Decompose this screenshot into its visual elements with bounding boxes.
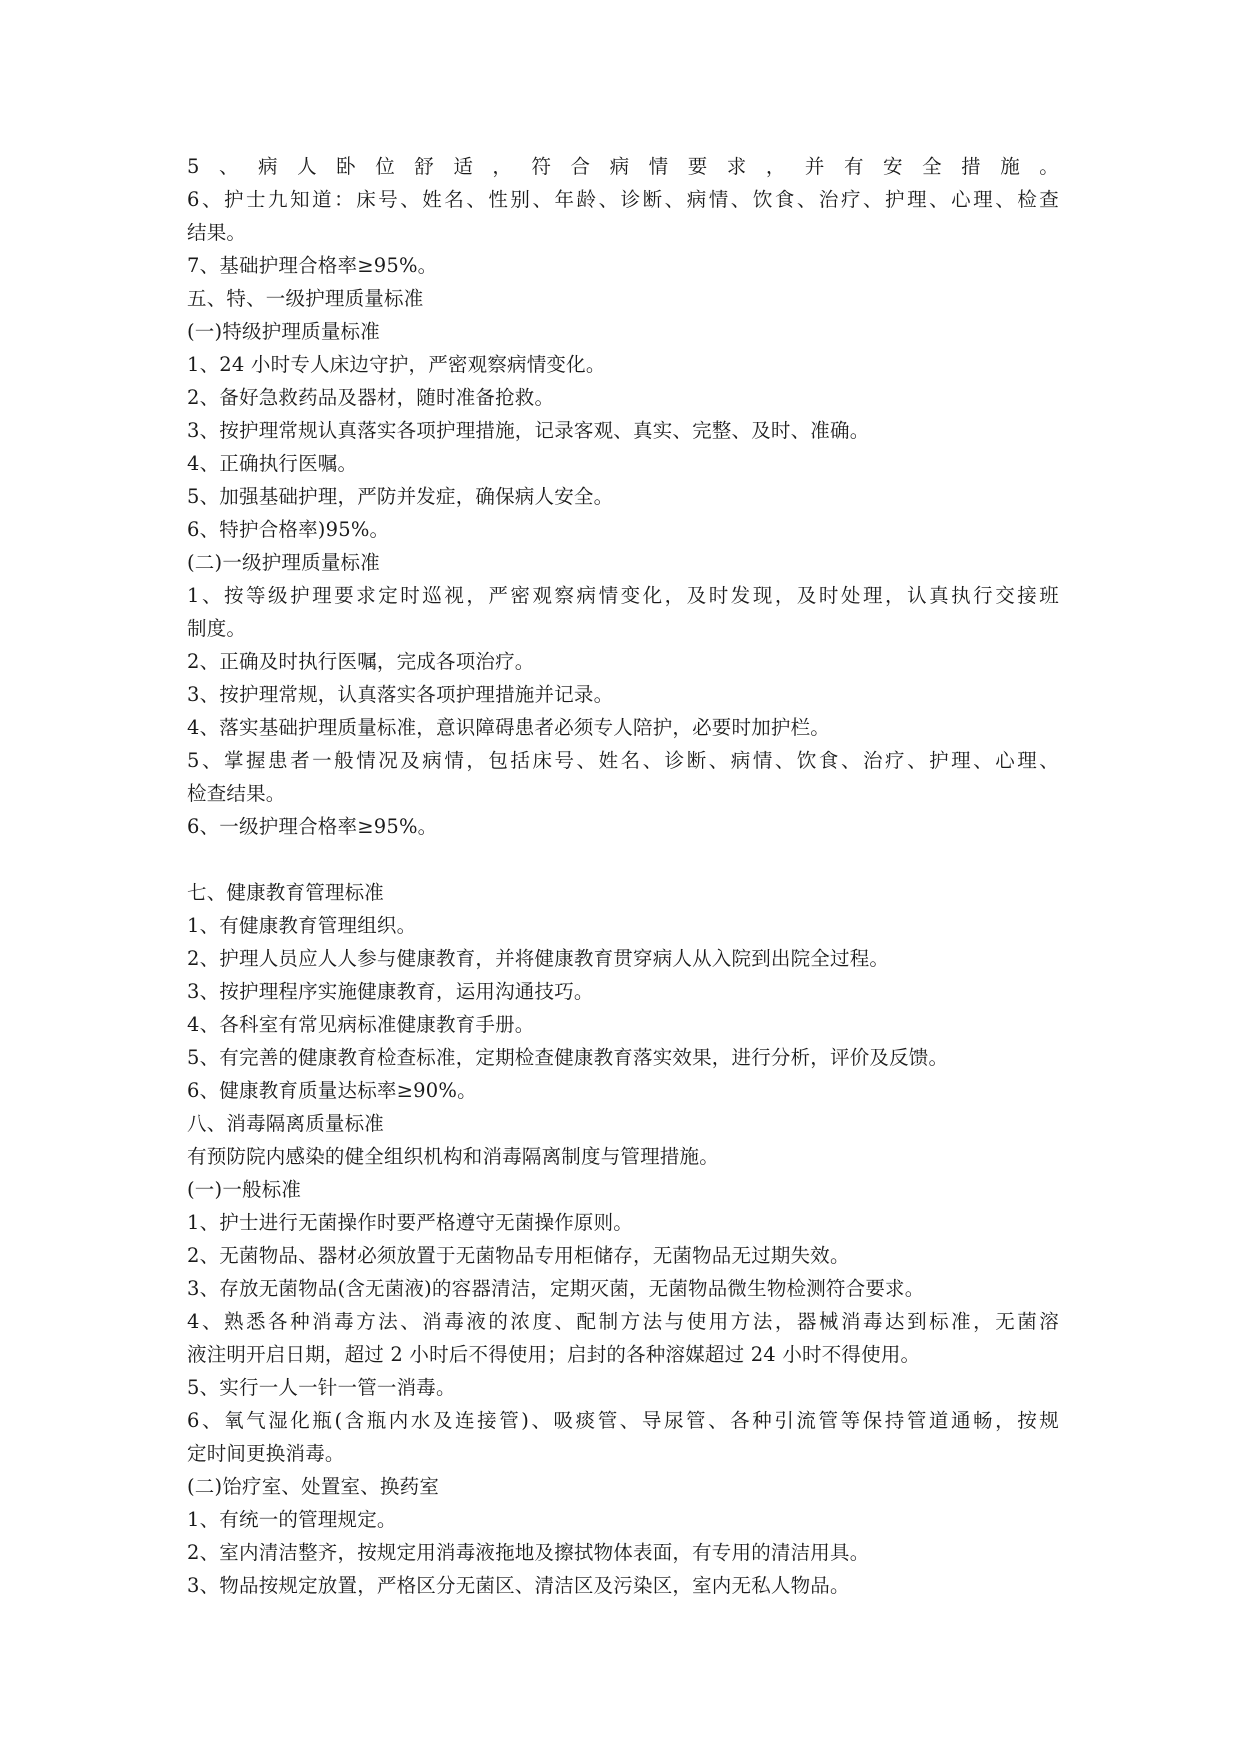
subsection-heading: (二)一级护理质量标准 — [187, 551, 380, 574]
text-line: 1、护士进行无菌操作时要严格遵守无菌操作原则。 — [187, 1211, 634, 1234]
text-line: 6、健康教育质量达标率≥90%。 — [187, 1079, 477, 1102]
text-line: 2、室内清洁整齐，按规定用消毒液拖地及擦拭物体表面，有专用的清洁用具。 — [187, 1541, 870, 1564]
text-line: 4、正确执行医嘱。 — [187, 452, 358, 475]
text-line: 2、正确及时执行医嘱，完成各项治疗。 — [187, 650, 535, 673]
subsection-heading: (一)特级护理质量标准 — [187, 320, 380, 343]
blank-line — [187, 843, 1059, 876]
text-line: 3、按护理常规认真落实各项护理措施，记录客观、真实、完整、及时、准确。 — [187, 419, 870, 442]
text-line: 3、物品按规定放置，严格区分无菌区、清洁区及污染区，室内无私人物品。 — [187, 1574, 850, 1597]
text-line: 6、一级护理合格率≥95%。 — [187, 815, 438, 838]
text-line: 结果。 — [187, 221, 247, 244]
text-line: 4、各科室有常见病标准健康教育手册。 — [187, 1013, 535, 1036]
text-line: 7、基础护理合格率≥95%。 — [187, 254, 438, 277]
text-line: 检查结果。 — [187, 782, 286, 805]
text-line: 4、落实基础护理质量标准，意识障碍患者必须专人陪护，必要时加护栏。 — [187, 716, 831, 739]
text-line: 3、按护理程序实施健康教育，运用沟通技巧。 — [187, 980, 594, 1003]
text-line: 2、护理人员应人人参与健康教育，并将健康教育贯穿病人从入院到出院全过程。 — [187, 947, 890, 970]
section-heading: 八、消毒隔离质量标准 — [187, 1112, 385, 1135]
text-line: 液注明开启日期，超过 2 小时后不得使用；启封的各种溶媒超过 24 小时不得使用。 — [187, 1343, 921, 1366]
text-line: 6、氧气湿化瓶(含瓶内水及连接管)、吸痰管、导尿管、各种引流管等保持管道通畅，按规 — [187, 1409, 1059, 1432]
text-line: 6、护士九知道：床号、姓名、性别、年龄、诊断、病情、饮食、治疗、护理、心理、检查 — [187, 188, 1059, 211]
document-page — [187, 150, 1059, 1602]
text-line: 2、备好急救药品及器材，随时准备抢救。 — [187, 386, 555, 409]
section-heading: 五、特、一级护理质量标准 — [187, 287, 424, 310]
subsection-heading: (二)饴疗室、处置室、换药室 — [187, 1475, 440, 1498]
text-line: 5、病人卧位舒适，符合病情要求，并有安全措施。 — [187, 155, 1059, 178]
text-line: 1、有统一的管理规定。 — [187, 1508, 397, 1531]
text-line: 有预防院内感染的健全组织机构和消毒隔离制度与管理措施。 — [187, 1145, 719, 1168]
subsection-heading: (一)一般标准 — [187, 1178, 302, 1201]
text-line: 5、掌握患者一般情况及病情，包括床号、姓名、诊断、病情、饮食、治疗、护理、心理、 — [187, 749, 1059, 772]
text-line: 1、按等级护理要求定时巡视，严密观察病情变化，及时发现，及时处理，认真执行交接班 — [187, 584, 1059, 607]
text-line: 6、特护合格率)95%。 — [187, 518, 390, 541]
text-line: 定时间更换消毒。 — [187, 1442, 345, 1465]
text-line: 制度。 — [187, 617, 247, 640]
text-line: 3、按护理常规，认真落实各项护理措施并记录。 — [187, 683, 614, 706]
text-line: 2、无菌物品、器材必须放置于无菌物品专用柜储存，无菌物品无过期失效。 — [187, 1244, 850, 1267]
text-line: 5、实行一人一针一管一消毒。 — [187, 1376, 456, 1399]
text-line: 5、加强基础护理，严防并发症，确保病人安全。 — [187, 485, 614, 508]
text-line: 1、24 小时专人床边守护，严密观察病情变化。 — [187, 353, 606, 376]
text-line: 4、熟悉各种消毒方法、消毒液的浓度、配制方法与使用方法，器械消毒达到标准，无菌溶 — [187, 1310, 1059, 1333]
text-line: 1、有健康教育管理组织。 — [187, 914, 417, 937]
section-heading: 七、健康教育管理标准 — [187, 881, 385, 904]
text-line: 5、有完善的健康教育检查标准，定期检查健康教育落实效果，进行分析，评价及反馈。 — [187, 1046, 949, 1069]
text-line: 3、存放无菌物品(含无菌液)的容器清洁，定期灭菌，无菌物品微生物检测符合要求。 — [187, 1277, 925, 1300]
